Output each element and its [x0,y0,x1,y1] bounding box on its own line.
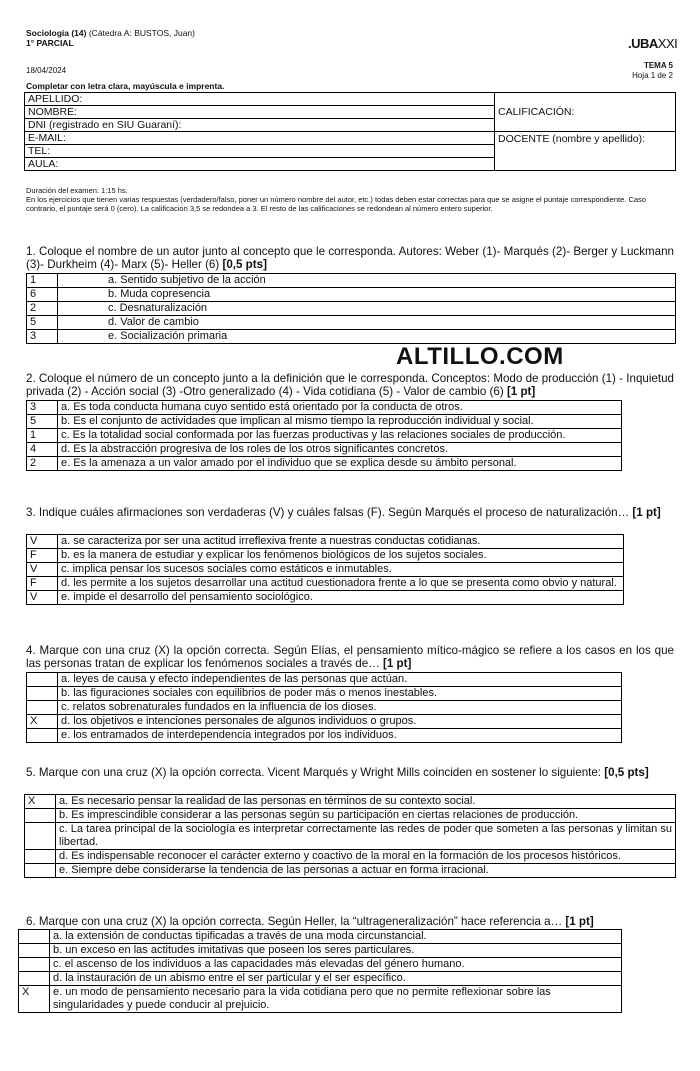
option-text: d. les permite a los sujetos desarrollar una actitud cuestionadora frente a lo que se presenta como obvio y natural. [58,577,624,591]
question-4 [26,644,674,670]
uba-logo-thin: XXI [657,36,678,51]
option-text: c. Es la totalidad social conformada por las fuerzas productivas y las relaciones sociales de producción. [58,429,622,443]
option-text: b. las figuraciones sociales con equilibrios de poder más o menos inestables. [58,687,622,701]
page-count: Hoja 1 de 2 [632,71,673,80]
table-row [27,443,622,457]
answer-cell[interactable]: 1 [27,429,58,443]
table-row [27,415,622,429]
question-2-points: [1 pt] [506,385,536,398]
answer-cell[interactable] [19,944,50,958]
answer-cell[interactable]: 5 [27,316,58,330]
field-tel[interactable]: TEL: [25,145,495,158]
option-text: d. Es indispensable reconocer el carácter externo y coactivo de la moral en la formación de los procesos históricos. [56,850,676,864]
answer-cell[interactable]: X [25,795,56,809]
tema-block [632,61,673,81]
option-text: e. un modo de pensamiento necesario para la vida cotidiana pero que no permite reflexionar sobre las singularidades y puede conducir al prejuicio. [50,986,622,1013]
option-text: a. se caracteriza por ser una actitud irreflexiva frente a nuestras conductas cotidianas. [58,535,624,549]
answer-cell[interactable] [27,687,58,701]
tema-label: TEMA 5 [643,61,673,70]
question-6 [26,915,674,928]
table-row [27,591,624,605]
option-text: c. el ascenso de los individuos a las capacidades más elevadas del género humano. [50,958,622,972]
question-5-text: 5. Marque con una cruz (X) la opción correcta. Vicent Marqués y Wright Mills coinciden en sostener lo siguiente: [26,766,602,779]
option-text: b. un exceso en las actitudes imitativas que poseen los seres particulares. [50,944,622,958]
option-text: c. relatos sobrenaturales fundados en la influencia de los dioses. [58,701,622,715]
question-2-table [26,400,622,471]
answer-cell[interactable]: V [27,563,58,577]
watermark-text: ALTILLO.COM [396,343,564,370]
option-text: e. impide el desarrollo del pensamiento sociológico. [58,591,624,605]
option-text: e. Es la amenaza a un valor amado por el individuo que se explica desde su ámbito personal. [58,457,622,471]
answer-cell[interactable] [19,958,50,972]
answer-cell[interactable] [19,972,50,986]
answer-cell[interactable] [27,673,58,687]
option-text: e. Socialización primaria [58,330,676,344]
option-text: b. Es imprescindible considerar a las personas según su participación en ciertas relaciones de producción. [56,809,676,823]
table-row [25,823,676,850]
table-row [27,729,622,743]
option-text: c. La tarea principal de la sociología es interpretar correctamente las redes de poder que someten a las personas y limitan su libertad. [56,823,676,850]
question-5 [26,766,674,779]
question-1-points: [0,5 pts] [222,258,267,271]
table-row [27,715,622,729]
table-row [27,549,624,563]
exam-notes [26,186,666,213]
table-row [25,795,676,809]
grade-field[interactable]: CALIFICACIÓN: [495,93,676,132]
table-row [27,316,676,330]
answer-cell[interactable]: X [27,715,58,729]
table-row [27,563,624,577]
table-row [27,274,676,288]
field-email[interactable]: E-MAIL: [25,132,495,145]
answer-cell[interactable] [27,729,58,743]
field-dni[interactable]: DNI (registrado en SIU Guaraní): [25,119,495,132]
option-text: c. Desnaturalización [58,302,676,316]
answer-cell[interactable] [25,823,56,850]
answer-cell[interactable] [27,701,58,715]
table-row [27,429,622,443]
table-row [27,535,624,549]
answer-cell[interactable]: V [27,591,58,605]
field-nombre[interactable]: NOMBRE: [25,106,495,119]
question-2-text: 2. Coloque el número de un concepto junto a la definición que le corresponda. Conceptos: Modo de producción (1) - Inquietud privada (2) - Acción social (3) -Otro generalizado (4) - Vida cotidiana (5) - Valor de cambio (6) [26,372,674,398]
table-row [27,302,676,316]
exam-title: 1° PARCIAL [26,38,74,48]
option-text: e. los entramados de interdependencia integrados por los individuos. [58,729,622,743]
question-3 [26,506,674,519]
answer-cell[interactable]: 3 [27,401,58,415]
table-row [19,930,622,944]
table-row [25,864,676,878]
table-row [27,401,622,415]
answer-cell[interactable]: 2 [27,302,58,316]
table-row [27,577,624,591]
table-row [19,986,622,1013]
option-text: a. leyes de causa y efecto independientes de las personas que actúan. [58,673,622,687]
question-5-table [24,794,676,878]
question-4-points: [1 pt] [383,657,412,670]
answer-cell[interactable]: F [27,577,58,591]
option-text: e. Siempre debe considerarse la tendencia de las personas a actuar en forma irracional. [56,864,676,878]
answer-cell[interactable] [25,864,56,878]
table-row [19,972,622,986]
course-name: Sociología (14) [26,28,87,38]
option-text: d. Es la abstracción progresiva de los roles de los otros significantes concretos. [58,443,622,457]
answer-cell[interactable] [19,930,50,944]
question-1 [26,245,674,271]
table-row [27,701,622,715]
teacher-field[interactable]: DOCENTE (nombre y apellido): [495,132,676,171]
question-3-points: [1 pt] [632,506,661,519]
option-text: b. es la manera de estudiar y explicar los fenómenos biológicos de los sujetos sociales. [58,549,624,563]
answer-cell[interactable]: 6 [27,288,58,302]
option-text: c. implica pensar los sucesos sociales como estáticos e inmutables. [58,563,624,577]
answer-cell[interactable]: F [27,549,58,563]
option-text: b. Es el conjunto de actividades que implican al mismo tiempo la reproducción individual y social. [58,415,622,429]
answer-cell[interactable] [25,809,56,823]
student-form [24,92,676,171]
option-text: d. los objetivos e intenciones personales de algunos individuos o grupos. [58,715,622,729]
answer-cell[interactable]: V [27,535,58,549]
answer-cell[interactable]: 3 [27,330,58,344]
answer-cell[interactable]: 1 [27,274,58,288]
exam-duration: Duración del examen: 1:15 hs. [26,186,128,195]
option-text: d. la instauración de un abismo entre el ser particular y el ser específico. [50,972,622,986]
fill-instruction: Completar con letra clara, mayúscula e imprenta. [26,81,225,91]
option-text: d. Valor de cambio [58,316,676,330]
exam-rules: En los ejercicios que tienen varias respuestas (verdadero/falso, poner un número nombre del autor, etc.) todas deben estar correctas para que se asigne el puntaje correspondiente. Caso contrario, el puntaje será 0 (cero). La calificación 3,5 se redondea a 3. El resto de las calificaciones se redondean al número entero superior. [26,195,646,213]
question-5-points: [0,5 pts] [604,766,649,779]
option-text: a. Es necesario pensar la realidad de las personas en términos de su contexto social. [56,795,676,809]
option-text: a. Es toda conducta humana cuyo sentido está orientado por la conducta de otros. [58,401,622,415]
answer-cell[interactable]: 2 [27,457,58,471]
question-2 [26,372,674,398]
question-6-text: 6. Marque con una cruz (X) la opción correcta. Según Heller, la “ultrageneralización” hace referencia a… [26,915,563,928]
question-4-table [26,672,622,743]
answer-cell[interactable]: X [19,986,50,1013]
table-row [27,288,676,302]
question-3-text: 3. Indique cuáles afirmaciones son verdaderas (V) y cuáles falsas (F). Según Marqués el proceso de naturalización… [26,506,630,519]
field-aula[interactable]: AULA: [25,158,495,171]
question-1-text: 1. Coloque el nombre de un autor junto al concepto que le corresponda. Autores: Weber (1)- Marqués (2)- Berger y Luckmann (3)- Durkheim (4)- Marx (5)- Heller (6) [26,245,674,271]
table-row [27,673,622,687]
field-apellido[interactable]: APELLIDO: [25,93,495,106]
table-row [19,944,622,958]
answer-cell[interactable]: 5 [27,415,58,429]
answer-cell[interactable] [25,850,56,864]
course-header [26,28,195,48]
question-6-table [18,929,622,1013]
table-row [25,809,676,823]
option-text: a. la extensión de conductas tipificadas a través de una moda circunstancial. [50,930,622,944]
question-3-table [26,534,624,605]
table-row [27,330,676,344]
option-text: b. Muda copresencia [58,288,676,302]
table-row [27,457,622,471]
course-chair: (Cátedra A: BUSTOS, Juan) [88,28,195,38]
question-6-points: [1 pt] [565,915,594,928]
question-1-table [26,273,676,344]
option-text: a. Sentido subjetivo de la acción [58,274,676,288]
table-row [27,687,622,701]
question-4-text: 4. Marque con una cruz (X) la opción correcta. Según Elías, el pensamiento mítico-mágico se refiere a los casos en los que las personas tratan de explicar los fenómenos sociales a través de… [26,644,674,670]
table-row [25,850,676,864]
uba-logo-bold: .UBA [628,36,658,51]
table-row [19,958,622,972]
exam-date: 18/04/2024 [26,66,67,75]
answer-cell[interactable]: 4 [27,443,58,457]
uba-logo [628,36,677,51]
